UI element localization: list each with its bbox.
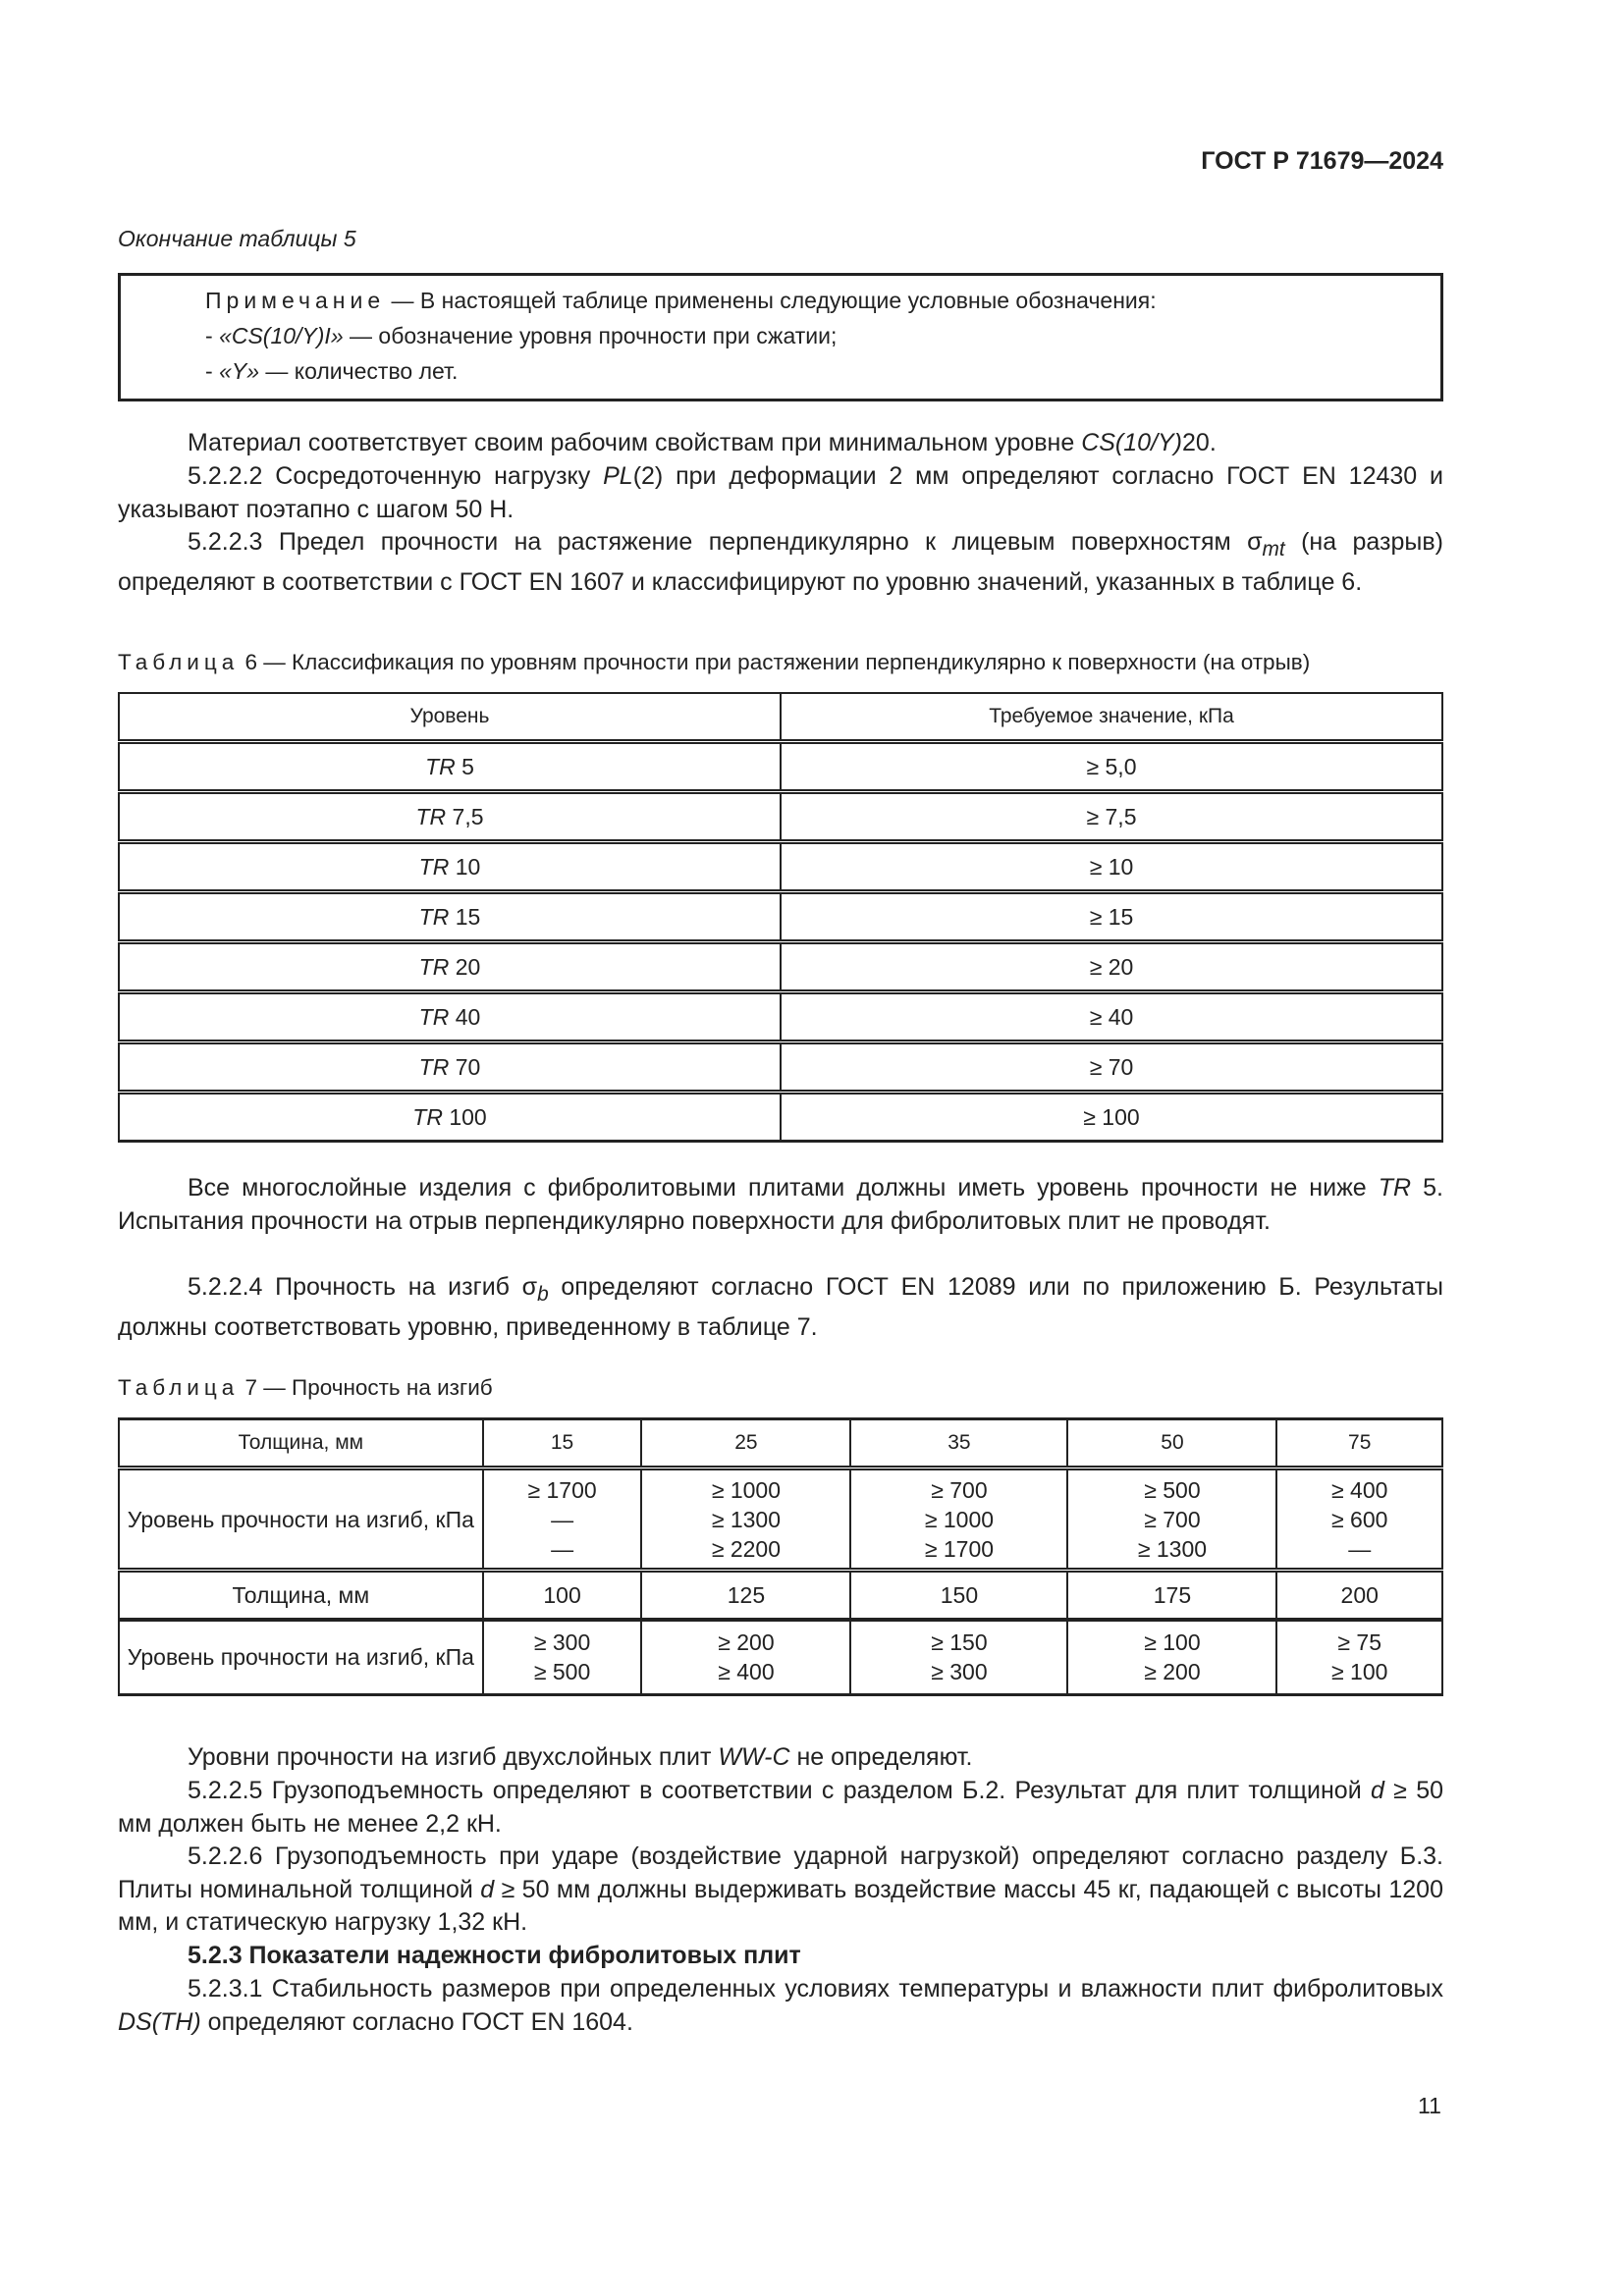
table-header: Уровень — [119, 693, 781, 742]
table7 — [118, 1417, 1443, 1696]
note-item: - «Y» — количество лет. — [205, 358, 459, 384]
table-row: Уровень прочности на изгиб, кПа ≥ 1700 — — ≥ 1000 ≥ 1300 ≥ 2200 ≥ 700 ≥ 1000 ≥ 1700 ≥ 500 ≥ 700 ≥ 1300 ≥ 400 ≥ 600 — — [119, 1468, 1442, 1571]
table-row: TR 10 ≥ 10 — [119, 842, 1442, 892]
paragraph-5-2-2-6: 5.2.2.6 Грузоподъемность при ударе (воздействие ударной нагрузкой) определяют согласно разделу Б.3. Плиты номинальной толщиной d ≥ 50 мм должны выдерживать воздействие массы 45 кг, падающей с высоты 1200 мм, и статическую нагрузку 1,32 кН. — [118, 1842, 1443, 1937]
table-row: Толщина, мм 100 125 150 175 200 — [119, 1571, 1442, 1621]
paragraph: Материал соответствует своим рабочим свойствам при минимальном уровне CS(10/Y)20. — [188, 429, 1217, 456]
table7-caption: Таблица 7 — Прочность на изгиб — [118, 1375, 493, 1400]
table-row: TR 15 ≥ 15 — [119, 892, 1442, 942]
note-item: - «CS(10/Y)I» — обозначение уровня прочности при сжатии; — [205, 323, 838, 348]
section-heading-5-2-3: 5.2.3 Показатели надежности фибролитовых плит — [188, 1942, 801, 1969]
paragraph-5-2-2-2: 5.2.2.2 Сосредоточенную нагрузку PL(2) при деформации 2 мм определяют согласно ГОСТ EN 12430 и указывают поэтапно с шагом 50 Н. — [118, 462, 1443, 523]
table-row: Толщина, мм 15 25 35 50 75 — [119, 1419, 1442, 1468]
paragraph: Уровни прочности на изгиб двухслойных плит WW-C не определяют. — [188, 1743, 973, 1771]
paragraph-5-2-2-4: 5.2.2.4 Прочность на изгиб $\sigma_b$ определяют согласно ГОСТ EN 12089 или по приложению Б. Результаты должны соответствовать уровню, приведенному в таблице 7. — [118, 1273, 1443, 1341]
table-row: TR 100 ≥ 100 — [119, 1093, 1442, 1142]
table6 — [118, 692, 1443, 1143]
table6-caption: Таблица 6 — Классификация по уровням прочности при растяжении перпендикулярно к поверхности (на отрыв) — [118, 650, 1311, 674]
table-row: TR 40 ≥ 40 — [119, 992, 1442, 1042]
table-continuation-label: Окончание таблицы 5 — [118, 226, 356, 251]
table-header: Требуемое значение, кПа — [781, 693, 1442, 742]
note-title: Примечание — В настоящей таблице применены следующие условные обозначения: — [205, 288, 1157, 313]
table-row: TR 7,5 ≥ 7,5 — [119, 792, 1442, 842]
paragraph: Все многослойные изделия с фибролитовыми плитами должны иметь уровень прочности не ниже TR 5. Испытания прочности на отрыв перпендикулярно поверхности для фибролитовых плит не проводят. — [118, 1174, 1444, 1235]
page-number: 11 — [1418, 2093, 1441, 2118]
paragraph-5-2-2-5: 5.2.2.5 Грузоподъемность определяют в соответствии с разделом Б.2. Результат для плит толщиной d ≥ 50 мм должен быть не менее 2,2 кН. — [118, 1777, 1444, 1838]
table-row: TR 5 ≥ 5,0 — [119, 742, 1442, 792]
note-box — [118, 273, 1443, 401]
paragraph-5-2-2-3: 5.2.2.3 Предел прочности на растяжение перпендикулярно к лицевым поверхностям $\sigma_{mt}$ (на разрыв) определяют в соответствии с ГОСТ EN 1607 и классифицируют по уровню значений, указанных в таблице 6. — [118, 528, 1443, 596]
paragraph-5-2-3-1: 5.2.3.1 Стабильность размеров при определенных условиях температуры и влажности плит фибролитовых DS(TH) определяют согласно ГОСТ EN 1604. — [118, 1975, 1443, 2036]
table-row: TR 20 ≥ 20 — [119, 942, 1442, 992]
table-row: TR 70 ≥ 70 — [119, 1042, 1442, 1093]
table-row: Уровень прочности на изгиб, кПа ≥ 300 ≥ 500 ≥ 200 ≥ 400 ≥ 150 ≥ 300 ≥ 100 ≥ 200 ≥ 75 ≥ 100 — [119, 1620, 1442, 1694]
document-header: ГОСТ Р 71679—2024 — [1201, 147, 1443, 175]
